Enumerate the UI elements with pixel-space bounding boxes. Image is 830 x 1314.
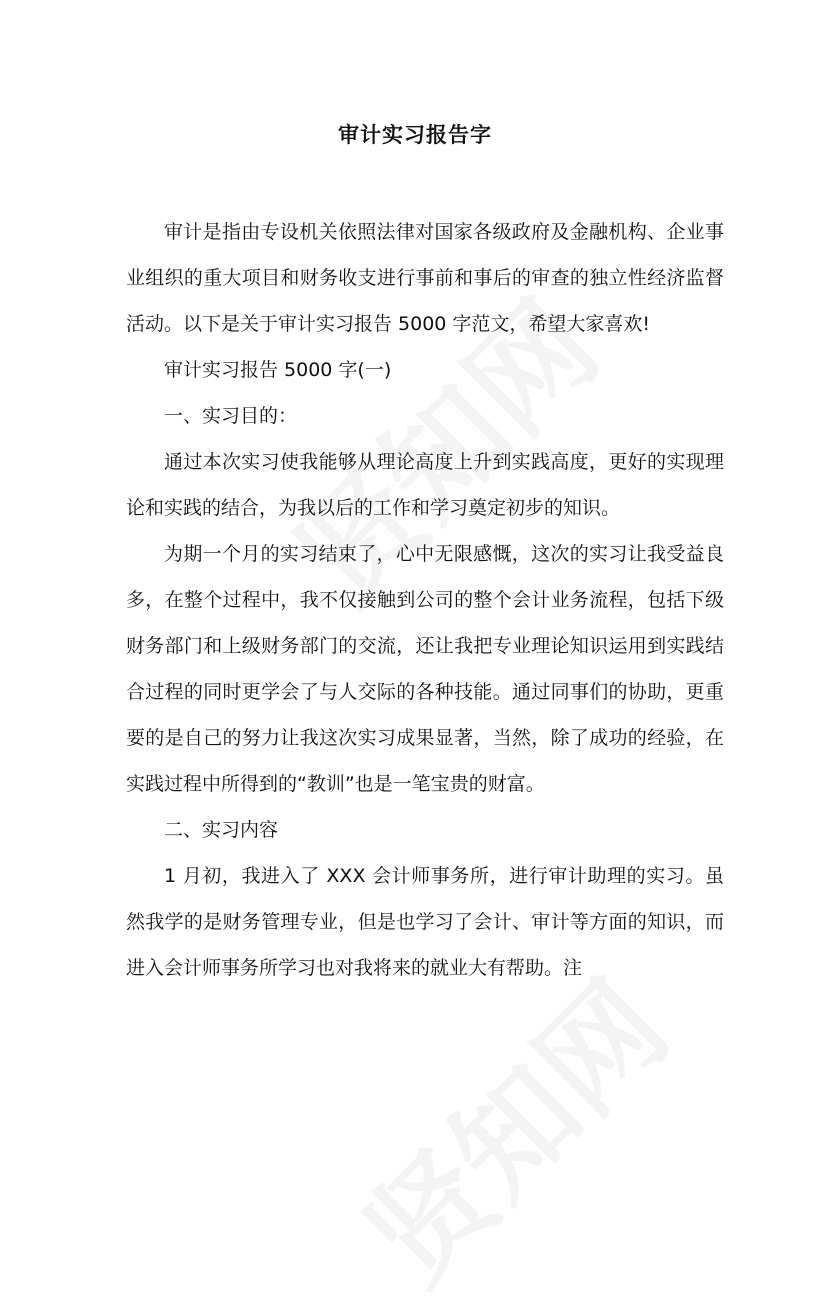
section-heading: 一、实习目的： — [164, 405, 298, 427]
watermark — [322, 938, 698, 1314]
document-body — [126, 209, 724, 991]
section-heading: 二、实习内容 — [164, 819, 279, 841]
paragraph: 审计实习报告 5000 字(一) — [164, 359, 392, 381]
paragraph: 通过本次实习使我能够从理论高度上升到实践高度，更好的实现理论和实践的结合，为我以后的工作和学习奠定初步的知识。 — [126, 451, 724, 519]
document-title: 审计实习报告字 — [338, 123, 492, 147]
paragraph: 审计是指由专设机关依照法律对国家各级政府及金融机构、企业事业组织的重大项目和财务收支进行事前和事后的审查的独立性经济监督活动。以下是关于审计实习报告 5000 字范文，希望大家喜欢! — [126, 221, 724, 335]
paragraph: 为期一个月的实习结束了，心中无限感慨，这次的实习让我受益良多，在整个过程中，我不仅接触到公司的整个会计业务流程，包括下级财务部门和上级财务部门的交流，还让我把专业理论知识运用到实践结合过程的同时更学会了与人交际的各种技能。通过同事们的协助，更重要的是自己的努力让我这次实习成果显著，当然，除了成功的经验，在实践过程中所得到的“教训”也是一笔宝贵的财富。 — [126, 543, 724, 795]
paragraph: 1 月初，我进入了 XXX 会计师事务所，进行审计助理的实习。虽然我学的是财务管理专业，但是也学习了会计、审计等方面的知识，而进入会计师事务所学习也对我将来的就业大有帮助。注 — [126, 865, 724, 979]
